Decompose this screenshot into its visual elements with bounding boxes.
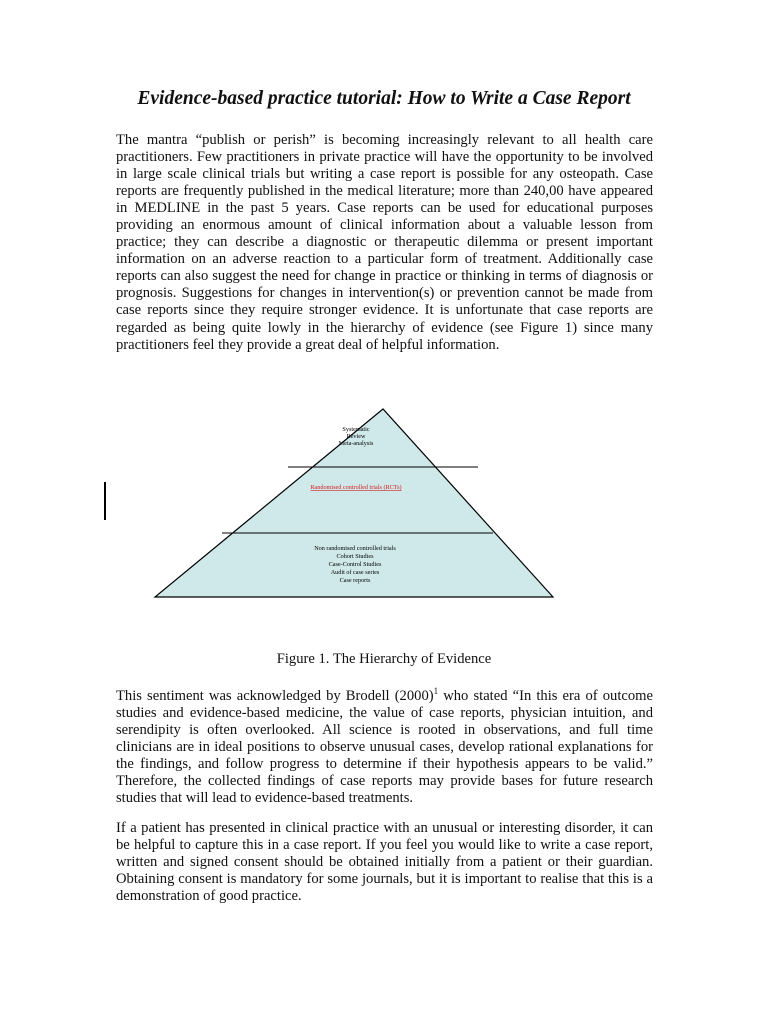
tier-label: Non randomised controlled trials [314, 545, 396, 552]
para-2-text-end: who stated “In this era of outcome studies and evidence-based medicine, the value of case reports, physician intuition, and serendipity is often overlooked. All science is rooted in observations, and full time clinicians are in ideal positions to observe unusual cases, develop rational explanations for the findings, and follow progress to determine if their hypothesis appears to be valid.” Therefore, the collected findings of case reports may provide bases for future research studies that will lead to evidence-based treatments. [116, 687, 653, 807]
tier-label: Systematic [342, 426, 370, 433]
tier-label: Review [346, 433, 366, 440]
figure-caption: Figure 1. The Hierarchy of Evidence [276, 651, 492, 667]
text-cursor [104, 482, 106, 520]
tier-label: Meta-analysis [338, 440, 374, 447]
tier-label: Audit of case series [330, 569, 380, 576]
para-2-text-start: This sentiment was acknowledged by Brodell (2000) [116, 687, 434, 704]
tier-label: Case reports [339, 577, 371, 584]
citation-superscript: 1 [433, 686, 439, 696]
body-paragraph-3: If a patient has presented in clinical practice with an unusual or interesting disorder, it can be helpful to capture this in a case report. If you feel you would like to write a case report, written and signed consent should be obtained initially from a patient or their guardian. Obtaining consent is mandatory for some journals, but it is important to realise that this is a demonstration of good practice. [116, 820, 653, 905]
pyramid-middle-tier-label: Randomised controlled trials (RCTs) [310, 484, 402, 491]
body-paragraph-1: The mantra “publish or perish” is becoming increasingly relevant to all health care practitioners. Few practitioners in private practice will have the opportunity to be involved in large scale clinical trials but writing a case report is possible for any osteopath. Case reports are frequently published in the medical literature; more than 240,00 have appeared in MEDLINE in the past 5 years. Case reports can be used for educational purposes providing an enormous amount of clinical information about a valuable lesson from practice; they can describe a diagnostic or therapeutic dilemma or present important information on an adverse reaction to a particular form of treatment. Additionally case reports can also suggest the need for change in practice or thinking in terms of diagnosis or prognosis. Suggestions for changes in intervention(s) or prevention cannot be made from case reports since they require stronger evidence. It is unfortunate that case reports are regarded as being quite lowly in the hierarchy of evidence (see Figure 1) since many practitioners feel they provide a great deal of helpful information. [116, 132, 653, 353]
document-title: Evidence-based practice tutorial: How to Write a Case Report [137, 88, 631, 109]
tier-label: Cohort Studies [336, 553, 374, 560]
tier-label: Case-Control Studies [328, 561, 382, 568]
body-paragraph-2 [116, 683, 653, 807]
